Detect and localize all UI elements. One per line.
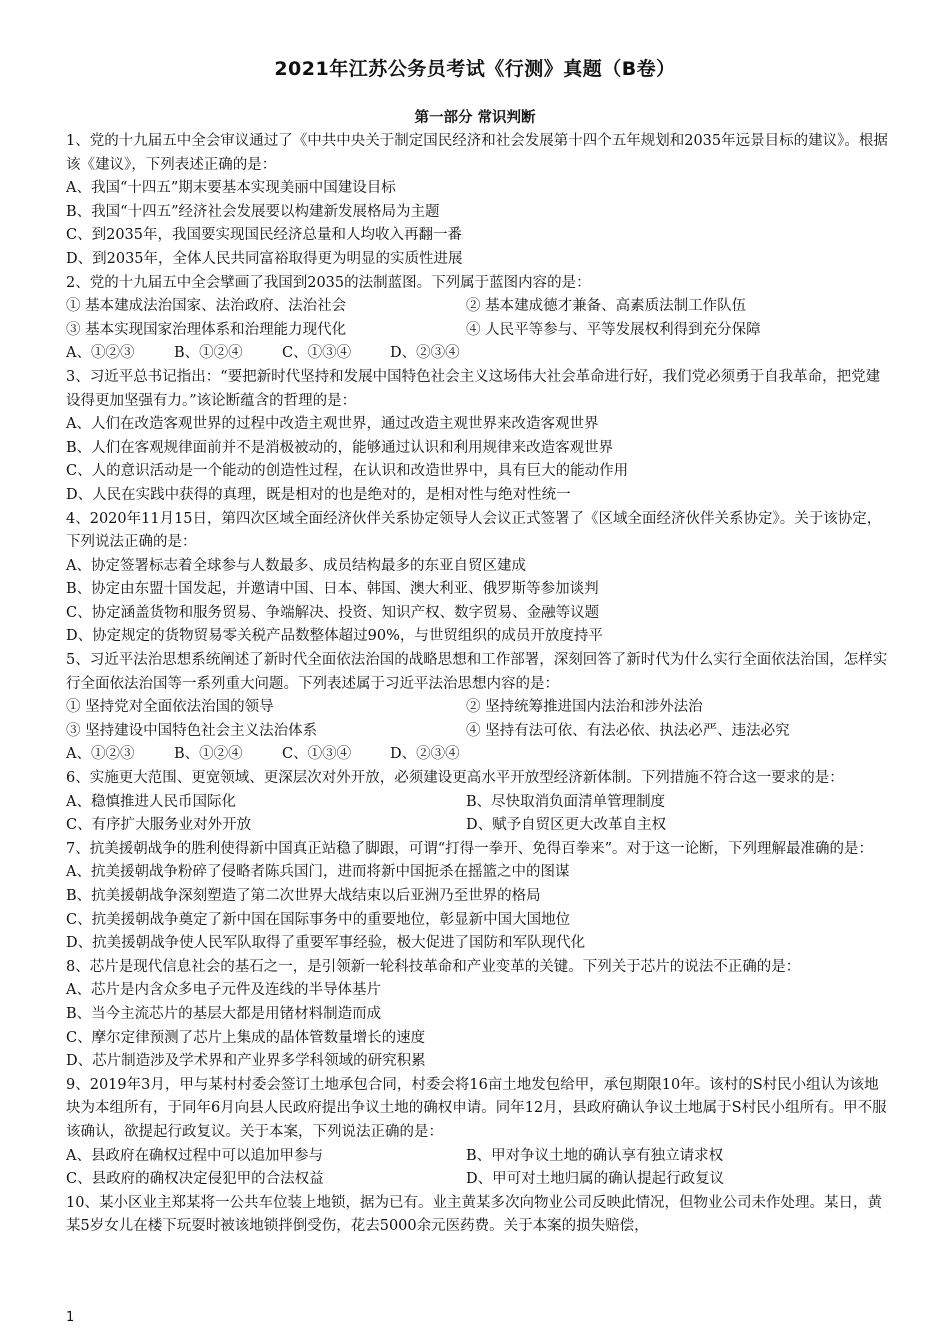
question-9-option-b: B、甲对争议土地的确认享有独立请求权 <box>466 1147 724 1164</box>
question-5-items-row-1 <box>66 696 888 720</box>
question-6-option-c: C、有序扩大服务业对外开放 <box>66 817 252 834</box>
question-5-option-d: D、②③④ <box>390 746 460 763</box>
document-title: 2021年江苏公务员考试《行测》真题（B卷） <box>274 58 676 80</box>
question-1-stem: 1、党的十九届五中全会审议通过了《中共中央关于制定国民经济和社会发展第十四个五年规划和2035年远景目标的建议》。根据该《建议》，下列表述正确的是： <box>66 133 888 173</box>
question-2-option-a: A、①②③ <box>66 345 135 362</box>
question-6-option-d: D、赋予自贸区更大改革自主权 <box>466 817 667 834</box>
question-4-option-a: A、协定签署标志着全球参与人数最多、成员结构最多的东亚自贸区建成 <box>66 557 526 574</box>
question-2-stem: 2、党的十九届五中全会擘画了我国到2035的法制蓝图。下列属于蓝图内容的是： <box>66 274 591 291</box>
section-heading: 第一部分 常识判断 <box>414 110 536 126</box>
question-5-option-b: B、①②④ <box>174 746 243 763</box>
question-4-option-d: D、协定规定的货物贸易零关税产品数整体超过90%，与世贸组织的成员开放度持平 <box>66 628 603 645</box>
question-9-options-row-1 <box>66 1145 888 1169</box>
question-2-options <box>66 342 888 366</box>
question-4-stem: 4、2020年11月15日，第四次区域全面经济伙伴关系协定领导人会议正式签署了《区域全面经济伙伴关系协定》。关于该协定，下列说法正确的是： <box>66 510 882 551</box>
question-7-stem: 7、抗美援朝战争的胜利使得新中国真正站稳了脚跟，可谓“打得一拳开、免得百拳来”。对于这一论断，下列理解最准确的是： <box>66 840 874 857</box>
question-2-item-1: ① 基本建成法治国家、法治政府、法治社会 <box>66 298 347 315</box>
question-2-option-b: B、①②④ <box>174 345 243 362</box>
question-3-stem: 3、习近平总书记指出：“要把新时代坚持和发展中国特色社会主义这场伟大社会革命进行好，我们党必须勇于自我革命，把党建设得更加坚强有力。”该论断蕴含的哲理的是： <box>66 368 881 409</box>
question-9-option-c: C、县政府的确权决定侵犯甲的合法权益 <box>66 1171 324 1188</box>
question-6-stem: 6、实施更大范围、更宽领域、更深层次对外开放，必须建设更高水平开放型经济新体制。下列措施不符合这一要求的是： <box>66 770 844 787</box>
question-1-option-b: B、我国“十四五”经济社会发展要以构建新发展格局为主题 <box>66 203 440 220</box>
question-7-option-a: A、抗美援朝战争粉碎了侵略者陈兵国门，进而将新中国扼杀在摇篮之中的图谋 <box>66 864 570 881</box>
question-2-option-d: D、②③④ <box>390 345 460 362</box>
question-3-option-a: A、人们在改造客观世界的过程中改造主观世界，通过改造主观世界来改造客观世界 <box>66 416 599 433</box>
question-2-item-3: ③ 基本实现国家治理体系和治理能力现代化 <box>66 321 347 338</box>
question-4-option-c: C、协定涵盖货物和服务贸易、争端解决、投资、知识产权、数字贸易、金融等议题 <box>66 604 600 621</box>
question-3-option-b: B、人们在客观规律面前并不是消极被动的，能够通过认识和利用规律来改造客观世界 <box>66 439 614 456</box>
question-5-option-a: A、①②③ <box>66 746 135 763</box>
question-5-option-c: C、①③④ <box>282 746 352 763</box>
question-4-option-b: B、协定由东盟十国发起，并邀请中国、日本、韩国、澳大利亚、俄罗斯等参加谈判 <box>66 581 599 598</box>
question-list <box>66 130 888 1239</box>
question-5-item-2: ② 坚持统筹推进国内法治和涉外法治 <box>466 699 703 716</box>
question-6-options-row-1 <box>66 791 888 815</box>
question-2-item-4: ④ 人民平等参与、平等发展权利得到充分保障 <box>466 321 761 338</box>
question-3-option-c: C、人的意识活动是一个能动的创造性过程，在认识和改造世界中，具有巨大的能动作用 <box>66 463 629 480</box>
question-6-option-a: A、稳慎推进人民币国际化 <box>66 793 236 810</box>
question-5-items-row-2 <box>66 720 888 744</box>
question-7-option-c: C、抗美援朝战争奠定了新中国在国际事务中的重要地位，彰显新中国大国地位 <box>66 911 571 928</box>
question-5-stem: 5、习近平法治思想系统阐述了新时代全面依法治国的战略思想和工作部署，深刻回答了新时代为什么实行全面依法治国，怎样实行全面依法治国等一系列重大问题。下列表述属于习近平法治思想内容的是： <box>66 652 888 692</box>
question-9-option-d: D、甲可对土地归属的确认提起行政复议 <box>466 1171 725 1188</box>
question-8-option-a: A、芯片是内含众多电子元件及连线的半导体基片 <box>66 982 381 999</box>
question-9-stem: 9、2019年3月，甲与某村村委会签订土地承包合同，村委会将16亩土地发包给甲，承包期限10年。该村的S村民小组认为该地块为本组所有，于同年6月向县人民政府提出争议土地的确权申请。同年12月，县政府确认争议土地属于S村民小组所有。甲不服该确认，欲提起行政复议。关于本案，下列说法正确的是： <box>66 1076 887 1140</box>
question-8-option-b: B、当今主流芯片的基层大都是用锗材料制造而成 <box>66 1005 382 1022</box>
question-2-items-row-2 <box>66 319 888 343</box>
question-1-option-c: C、到2035年，我国要实现国民经济总量和人均收入再翻一番 <box>66 227 462 244</box>
question-5-item-1: ① 坚持党对全面依法治国的领导 <box>66 699 274 716</box>
page-number: 1 <box>66 1310 75 1325</box>
question-9-option-a: A、县政府在确权过程中可以追加甲参与 <box>66 1147 323 1164</box>
question-1-option-d: D、到2035年，全体人民共同富裕取得更为明显的实质性进展 <box>66 250 463 267</box>
question-8-option-c: C、摩尔定律预测了芯片上集成的晶体管数量增长的速度 <box>66 1029 426 1046</box>
question-1-option-a: A、我国“十四五”期末要基本实现美丽中国建设目标 <box>66 180 396 197</box>
question-3-option-d: D、人民在实践中获得的真理，既是相对的也是绝对的，是相对性与绝对性统一 <box>66 486 571 503</box>
question-6-option-b: B、尽快取消负面清单管理制度 <box>466 793 666 810</box>
question-6-options-row-2 <box>66 814 888 838</box>
question-5-options <box>66 743 888 767</box>
question-2-item-2: ② 基本建成德才兼备、高素质法制工作队伍 <box>466 298 747 315</box>
question-5-item-3: ③ 坚持建设中国特色社会主义法治体系 <box>66 722 318 739</box>
question-7-option-b: B、抗美援朝战争深刻塑造了第二次世界大战结束以后亚洲乃至世界的格局 <box>66 888 541 904</box>
question-2-option-c: C、①③④ <box>282 345 352 362</box>
question-8-option-d: D、芯片制造涉及学术界和产业界多学科领域的研究积累 <box>66 1053 426 1070</box>
question-2-items-row-1 <box>66 295 888 319</box>
question-5-item-4: ④ 坚持有法可依、有法必依、执法必严、违法必究 <box>466 722 790 739</box>
question-9-options-row-2 <box>66 1168 888 1192</box>
question-8-stem: 8、芯片是现代信息社会的基石之一，是引领新一轮科技革命和产业变革的关键。下列关于芯片的说法不正确的是： <box>66 958 801 975</box>
question-7-option-d: D、抗美援朝战争使人民军队取得了重要军事经验，极大促进了国防和军队现代化 <box>66 935 586 952</box>
question-10-stem: 10、某小区业主郑某将一公共车位装上地锁，据为已有。业主黄某多次向物业公司反映此情况，但物业公司未作处理。某日，黄某5岁女儿在楼下玩耍时被该地锁拌倒受伤，花去5000余元医药费。关于本案的损失赔偿， <box>66 1194 882 1235</box>
